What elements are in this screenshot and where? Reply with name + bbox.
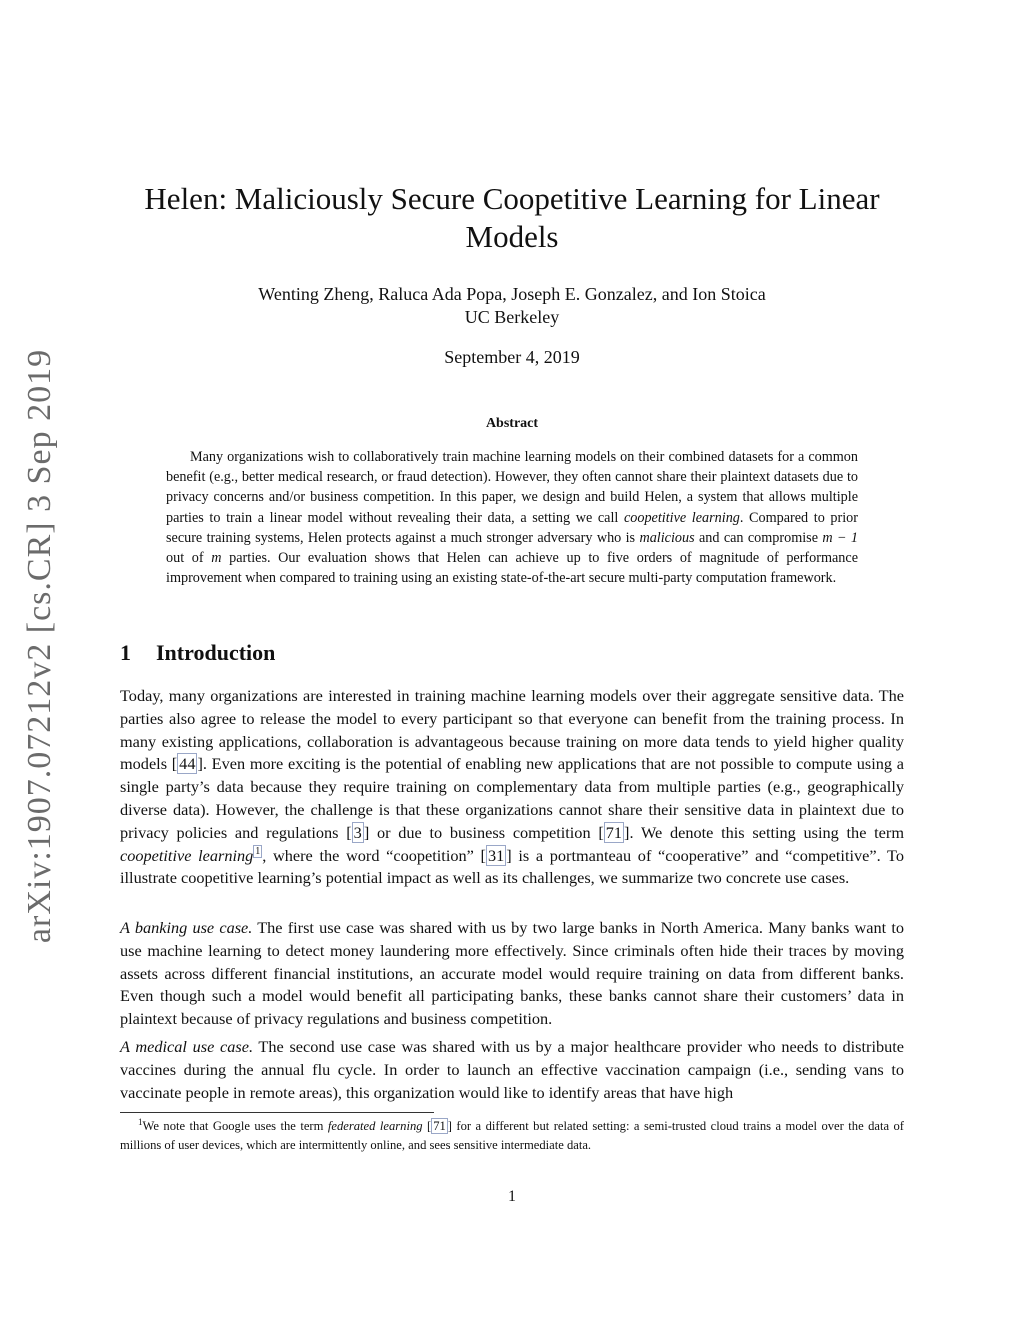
paper-title: Helen: Maliciously Secure Coopetitive Learning for Linear Models [144, 181, 880, 254]
intro-paragraph-1: Today, many organizations are interested in training machine learning models over their aggregate sensitive data. The parties also agree to release the model to every participant so that everyone can benefit from the training process. In many existing applications, collaboration is advantageous because training on more data tends to yield higher quality models [ 44 ]. Even more exciting is the potential of enabling new applications that are not possible to compute using a single party’s data because they require training on complementary data from multiple parties (e.g., geographically diverse data). However, the challenge is that these organizations cannot share their sensitive data in plaintext due to privacy policies and regulations [ 3 ] or due to business competition [ 71 ]. We denote this setting using the term coopetitive learning $^1$ , where the word “coopetition” [ 31 ] is a portmanteau of “cooperative” and “competitive”. To illustrate coopetitive learning’s potential impact as well as its challenges, we summarize two concrete use cases. [120, 686, 904, 888]
intro-paragraph-banking: A banking use case. The first use case was shared with us by two large banks in North America. Many banks want to use machine learning to detect money laundering more effectively. Since criminals often hide their traces by moving assets across different financial institutions, an accurate model would require training on data from different banks. Even though such a model would benefit all participating banks, these banks cannot share their customers’ data in plaintext because of privacy regulations and business competition. [120, 918, 904, 1029]
citation-link[interactable]: 71 [433, 1119, 446, 1133]
section-title: Introduction [156, 640, 276, 665]
paragraph-lead: A medical use case. [120, 1037, 254, 1056]
footnote-mark: 1 [138, 1116, 143, 1127]
page-number: 1 [508, 1188, 516, 1205]
citation-link[interactable]: 31 [487, 845, 505, 865]
math-expression: m − 1 [822, 529, 858, 546]
arxiv-identifier-stamp: arXiv:1907.07212v2 [cs.CR] 3 Sep 2019 [21, 348, 58, 944]
affiliation: UC Berkeley [464, 307, 560, 327]
emphasis: coopetitive learning [623, 509, 740, 526]
abstract-heading: Abstract [485, 416, 539, 431]
abstract-text: Many organizations wish to collaboratively train machine learning models on their combined datasets for a common benefit (e.g., better medical research, or fraud detection). However, they often cannot share their plaintext datasets due to privacy concerns and/or business competition. In this paper, we design and build Helen, a system that allows multiple parties to train a linear model without revealing their data, a setting we call coopetitive learning. Compared to prior secure training systems, Helen protects against a much stronger adversary who is malicious and can compromise m − 1 out of m parties. Our evaluation shows that Helen can achieve up to five orders of magnitude of performance improvement when compared to training using an existing state-of-the-art secure multi-party computation framework. [166, 449, 858, 587]
emphasis: federated learning [327, 1119, 423, 1133]
paragraph-lead: A banking use case. [120, 918, 253, 937]
footnote: $^1$We note that Google uses the term federated learning [ 71 ] for a different but related setting: a semi-trusted cloud trains a model over the data of millions of user devices, which are intermittently online, and sees sensitive intermediate data. [120, 1116, 905, 1152]
emphasis: coopetitive learning [120, 845, 254, 865]
section-number: 1 [120, 640, 131, 665]
math-expression: m [211, 550, 222, 567]
author-block [120, 283, 904, 329]
author-list: Wenting Zheng, Raluca Ada Popa, Joseph E. Gonzalez, and Ion Stoica [258, 284, 766, 304]
publication-date: September 4, 2019 [444, 347, 580, 367]
citation-link[interactable]: 44 [179, 754, 196, 774]
footnote-divider [120, 1112, 434, 1113]
citation-link[interactable]: 71 [605, 822, 623, 842]
section-heading-introduction [120, 640, 275, 666]
emphasis: malicious [639, 529, 695, 546]
footnote-link[interactable]: 1 [255, 846, 261, 858]
citation-link[interactable]: 3 [353, 822, 362, 842]
intro-paragraph-medical: A medical use case. The second use case was shared with us by a major healthcare provider who needs to distribute vaccines during the annual flu cycle. In order to launch an effective vaccination campaign (i.e., sending vans to vaccinate people in remote areas), this organization would like to identify areas that have high [120, 1037, 904, 1102]
